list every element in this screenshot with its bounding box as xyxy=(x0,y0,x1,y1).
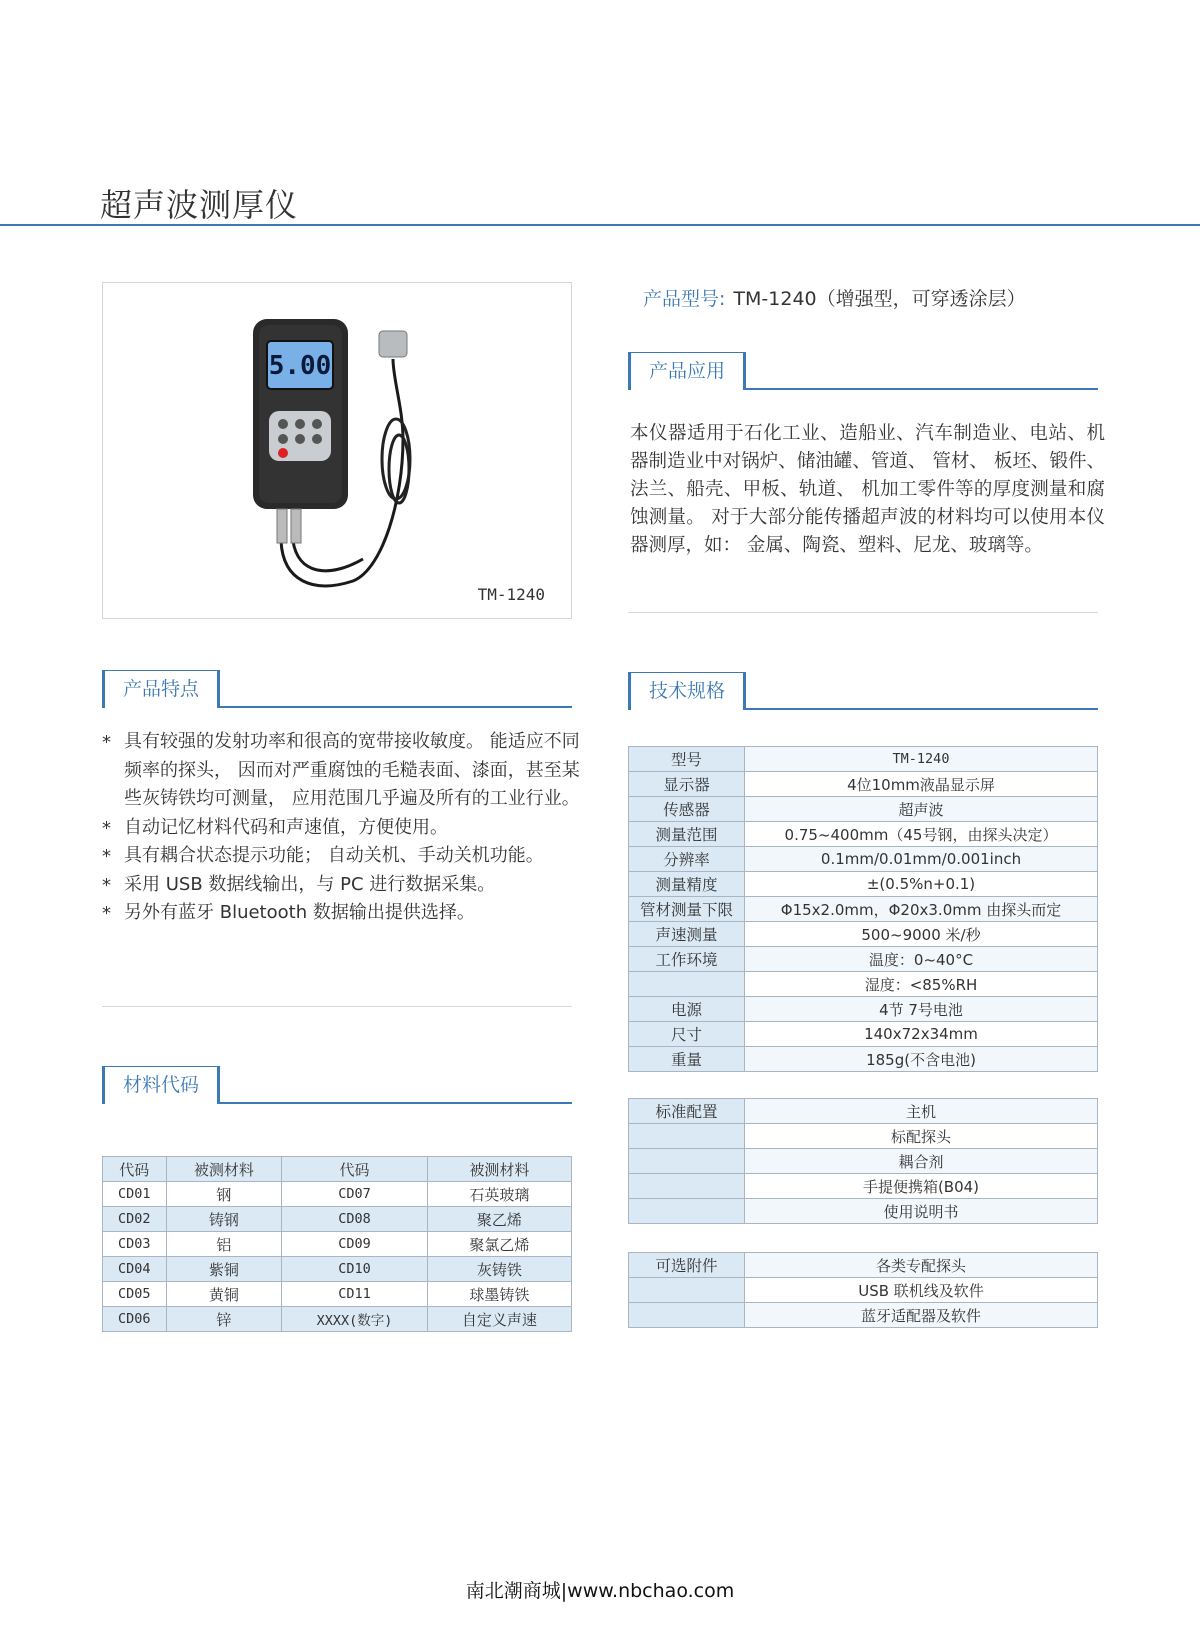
code-cell: CD06 xyxy=(103,1307,167,1332)
accessory-label: 可选附件 xyxy=(629,1253,745,1278)
material-cell: 石英玻璃 xyxy=(427,1182,571,1207)
code-cell: XXXX(数字) xyxy=(282,1307,428,1332)
code-cell: CD10 xyxy=(282,1257,428,1282)
code-cell: CD08 xyxy=(282,1207,428,1232)
spec-value: 140x72x34mm xyxy=(745,1022,1098,1047)
table-row xyxy=(629,822,1098,847)
device-screen-reading: 5.00 xyxy=(268,351,332,381)
accessory-label-empty xyxy=(629,1278,745,1303)
material-cell: 黄铜 xyxy=(166,1282,282,1307)
accessory-item: 各类专配探头 xyxy=(745,1253,1098,1278)
material-cell: 锌 xyxy=(166,1307,282,1332)
spec-value: 温度：0~40°C xyxy=(745,947,1098,972)
spec-value: 湿度：<85%RH xyxy=(745,972,1098,997)
feature-item: * 具有较强的发射功率和很高的宽带接收敏度。 能适应不同频率的探头， 因而对严重腐蚀的毛糙表面、漆面，甚至某些灰铸铁均可测量， 应用范围几乎遍及所有的工业行业。 xyxy=(102,728,592,814)
config-label: 标准配置 xyxy=(629,1099,745,1124)
table-row xyxy=(629,747,1098,772)
specs-heading-label: 技术规格 xyxy=(628,672,746,710)
config-label-empty xyxy=(629,1149,745,1174)
product-image-box xyxy=(102,282,572,619)
material-cell: 紫铜 xyxy=(166,1257,282,1282)
code-cell: CD03 xyxy=(103,1232,167,1257)
application-heading xyxy=(628,352,1098,390)
config-item: 手提便携箱(B04) xyxy=(745,1174,1098,1199)
application-heading-label: 产品应用 xyxy=(628,352,746,390)
material-cell: 铝 xyxy=(166,1232,282,1257)
spec-key: 电源 xyxy=(629,997,745,1022)
table-row xyxy=(629,1047,1098,1072)
table-row xyxy=(629,1149,1098,1174)
code-cell: CD09 xyxy=(282,1232,428,1257)
specs-table xyxy=(628,746,1098,1072)
table-row xyxy=(629,947,1098,972)
spec-key: 分辨率 xyxy=(629,847,745,872)
model-line xyxy=(643,284,1026,311)
accessory-item: 蓝牙适配器及软件 xyxy=(745,1303,1098,1328)
spec-key: 声速测量 xyxy=(629,922,745,947)
spec-key: 工作环境 xyxy=(629,947,745,972)
features-heading xyxy=(102,670,572,708)
code-cell: CD02 xyxy=(103,1207,167,1232)
spec-value: 0.75~400mm（45号钢，由探头决定） xyxy=(745,822,1098,847)
device-image xyxy=(253,319,433,589)
materials-table xyxy=(102,1156,572,1332)
spec-key: 重量 xyxy=(629,1047,745,1072)
accessory-label-empty xyxy=(629,1303,745,1328)
column-header: 被测材料 xyxy=(427,1157,571,1182)
code-cell: CD07 xyxy=(282,1182,428,1207)
table-row xyxy=(103,1307,572,1332)
material-cell: 聚氯乙烯 xyxy=(427,1232,571,1257)
table-row xyxy=(103,1282,572,1307)
column-header: 被测材料 xyxy=(166,1157,282,1182)
features-list xyxy=(102,728,592,928)
table-row xyxy=(629,847,1098,872)
config-item: 耦合剂 xyxy=(745,1149,1098,1174)
config-item: 主机 xyxy=(745,1099,1098,1124)
spec-value: TM-1240 xyxy=(745,747,1098,772)
divider xyxy=(628,612,1098,613)
table-row xyxy=(629,997,1098,1022)
model-value: TM-1240（增强型，可穿透涂层） xyxy=(733,288,1026,310)
spec-value: Φ15x2.0mm，Φ20x3.0mm 由探头而定 xyxy=(745,897,1098,922)
config-label-empty xyxy=(629,1124,745,1149)
code-cell: CD05 xyxy=(103,1282,167,1307)
table-row xyxy=(629,1124,1098,1149)
model-label: 产品型号: xyxy=(643,288,726,310)
spec-key: 尺寸 xyxy=(629,1022,745,1047)
feature-item: * 具有耦合状态提示功能； 自动关机、手动关机功能。 xyxy=(102,842,592,871)
spec-key: 测量范围 xyxy=(629,822,745,847)
table-row xyxy=(629,1278,1098,1303)
column-header: 代码 xyxy=(282,1157,428,1182)
material-cell: 球墨铸铁 xyxy=(427,1282,571,1307)
table-row xyxy=(629,1199,1098,1224)
materials-heading-label: 材料代码 xyxy=(102,1066,220,1104)
config-item: 使用说明书 xyxy=(745,1199,1098,1224)
table-row xyxy=(629,1303,1098,1328)
page-title: 超声波测厚仪 xyxy=(100,186,299,224)
table-row xyxy=(629,1022,1098,1047)
table-row xyxy=(629,972,1098,997)
config-label-empty xyxy=(629,1199,745,1224)
spec-key: 管材测量下限 xyxy=(629,897,745,922)
accessory-item: USB 联机线及软件 xyxy=(745,1278,1098,1303)
table-row xyxy=(629,772,1098,797)
material-cell: 灰铸铁 xyxy=(427,1257,571,1282)
config-label-empty xyxy=(629,1174,745,1199)
material-cell: 自定义声速 xyxy=(427,1307,571,1332)
table-row xyxy=(103,1232,572,1257)
spec-value: ±(0.5%n+0.1) xyxy=(745,872,1098,897)
config-item: 标配探头 xyxy=(745,1124,1098,1149)
spec-key: 测量精度 xyxy=(629,872,745,897)
divider xyxy=(102,1006,572,1007)
spec-value: 0.1mm/0.01mm/0.001inch xyxy=(745,847,1098,872)
spec-key xyxy=(629,972,745,997)
application-text: 本仪器适用于石化工业、造船业、汽车制造业、电站、机器制造业中对锅炉、储油罐、管道、 管材、 板坯、锻件、法兰、船壳、甲板、轨道、 机加工零件等的厚度测量和腐蚀测量。 对于大部分能传播超声波的材料均可以使用本仪器测厚，如： 金属、陶瓷、塑料、尼龙、玻璃等。 xyxy=(630,423,1105,556)
table-row xyxy=(629,1099,1098,1124)
optional-accessories-table xyxy=(628,1252,1098,1328)
footer: 南北潮商城|www.nbchao.com xyxy=(465,1580,735,1602)
specs-heading xyxy=(628,672,1098,710)
spec-value: 185g(不含电池) xyxy=(745,1047,1098,1072)
column-header: 代码 xyxy=(103,1157,167,1182)
feature-item: * 采用 USB 数据线输出，与 PC 进行数据采集。 xyxy=(102,871,592,900)
material-cell: 钢 xyxy=(166,1182,282,1207)
feature-item: * 自动记忆材料代码和声速值，方便使用。 xyxy=(102,814,592,843)
table-row xyxy=(103,1257,572,1282)
table-header-row xyxy=(103,1157,572,1182)
material-cell: 聚乙烯 xyxy=(427,1207,571,1232)
spec-value: 4位10mm液晶显示屏 xyxy=(745,772,1098,797)
feature-item: * 另外有蓝牙 Bluetooth 数据输出提供选择。 xyxy=(102,899,592,928)
table-row xyxy=(103,1182,572,1207)
table-row xyxy=(629,1253,1098,1278)
spec-value: 4节 7号电池 xyxy=(745,997,1098,1022)
standard-config-table xyxy=(628,1098,1098,1224)
spec-key: 显示器 xyxy=(629,772,745,797)
code-cell: CD04 xyxy=(103,1257,167,1282)
materials-heading xyxy=(102,1066,572,1104)
spec-value: 超声波 xyxy=(745,797,1098,822)
table-row xyxy=(629,922,1098,947)
spec-key: 传感器 xyxy=(629,797,745,822)
material-cell: 铸钢 xyxy=(166,1207,282,1232)
spec-value: 500~9000 米/秒 xyxy=(745,922,1098,947)
table-row xyxy=(103,1207,572,1232)
table-row xyxy=(629,797,1098,822)
spec-key: 型号 xyxy=(629,747,745,772)
features-heading-label: 产品特点 xyxy=(102,670,220,708)
image-caption: TM-1240 xyxy=(477,585,545,604)
code-cell: CD01 xyxy=(103,1182,167,1207)
table-row xyxy=(629,1174,1098,1199)
table-row xyxy=(629,872,1098,897)
code-cell: CD11 xyxy=(282,1282,428,1307)
title-rule xyxy=(0,224,1200,226)
table-row xyxy=(629,897,1098,922)
